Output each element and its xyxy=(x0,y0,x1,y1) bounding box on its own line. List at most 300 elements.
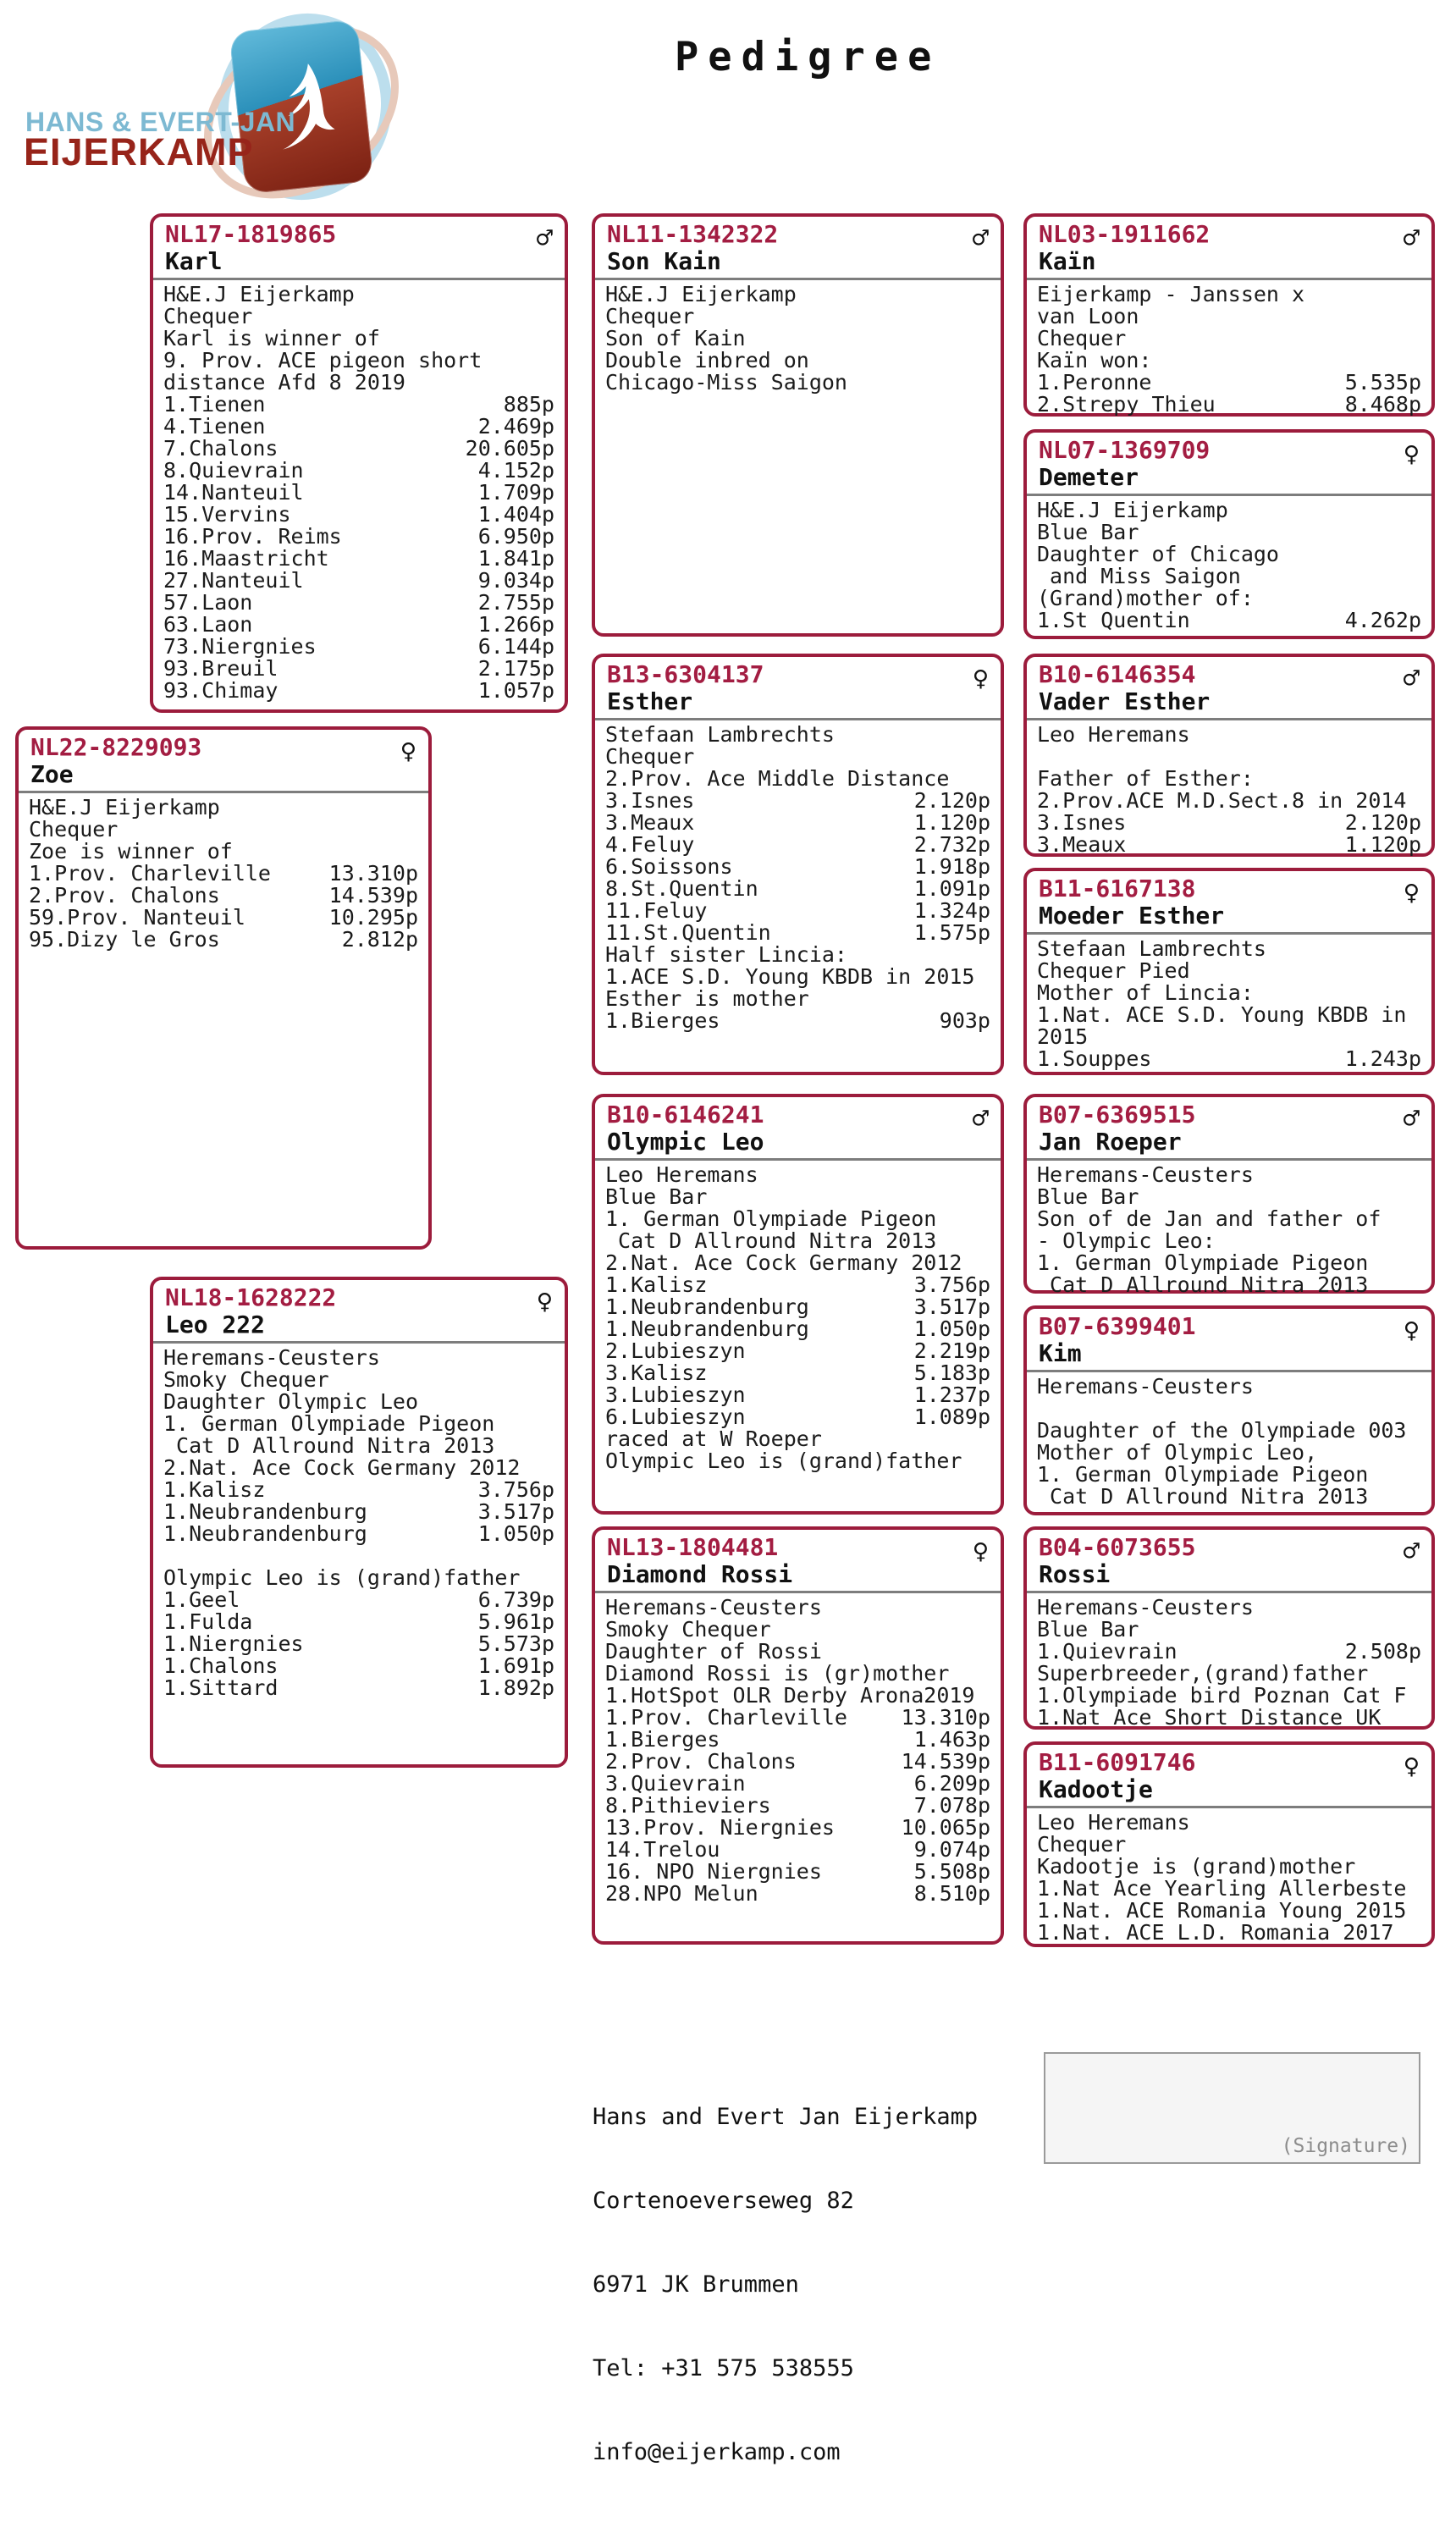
race-name: 28.NPO Melun xyxy=(605,1881,758,1906)
pedigree-box-kain xyxy=(1023,213,1435,417)
info-line: Mother of Lincia: xyxy=(1037,980,1254,1005)
male-icon: ♂ xyxy=(1403,1102,1420,1134)
pedigree-box-diamond-rossi xyxy=(592,1526,1004,1945)
race-points: 1.575p xyxy=(913,920,990,945)
pedigree-box-demeter xyxy=(1023,429,1435,639)
race-points: 20.605p xyxy=(465,436,554,461)
pigeon-name: Esther xyxy=(607,687,693,715)
race-name: 1.St Quentin xyxy=(1037,608,1190,632)
race-row xyxy=(29,863,418,885)
box-header xyxy=(1027,871,1431,932)
male-icon: ♂ xyxy=(972,1102,989,1134)
info-line: Superbreeder,(grand)father xyxy=(1037,1661,1369,1686)
race-name: 2.Prov. Chalons xyxy=(29,883,220,908)
race-name: 11.St.Quentin xyxy=(605,920,771,945)
race-points: 6.950p xyxy=(477,524,554,549)
female-icon: ♀ xyxy=(1403,876,1420,908)
pigeon-name: Leo 222 xyxy=(165,1311,266,1338)
ring-number: B07-6369515 xyxy=(1039,1101,1196,1129)
race-row xyxy=(605,1707,990,1729)
info-line: Kadootje is (grand)mother xyxy=(1037,1854,1356,1879)
pedigree-box-rossi xyxy=(1023,1526,1435,1730)
race-row xyxy=(163,504,554,526)
info-line: 1.Nat. ACE L.D. Romania 2017 xyxy=(1037,1920,1394,1945)
race-row xyxy=(1037,1048,1421,1070)
pedigree-box-moeder-esther xyxy=(1023,868,1435,1075)
race-points: 2.120p xyxy=(1344,810,1421,835)
race-points: 885p xyxy=(503,392,554,417)
race-name: 93.Chimay xyxy=(163,678,279,703)
race-name: 1.Neubrandenburg xyxy=(163,1521,367,1546)
pedigree-box-jan-roeper xyxy=(1023,1094,1435,1297)
race-points: 3.756p xyxy=(913,1272,990,1297)
box-body xyxy=(1027,720,1431,859)
race-name: 8.St.Quentin xyxy=(605,876,758,901)
race-name: 1.Neubrandenburg xyxy=(605,1316,809,1341)
race-name: 1.Niergnies xyxy=(163,1631,304,1656)
race-points: 10.295p xyxy=(328,905,418,930)
pigeon-name: Olympic Leo xyxy=(607,1128,764,1156)
race-points: 1.050p xyxy=(913,1316,990,1341)
race-name: 7.Chalons xyxy=(163,436,279,461)
ring-number: B13-6304137 xyxy=(607,660,764,688)
race-name: 1.Souppes xyxy=(1037,1046,1152,1071)
race-row xyxy=(605,1883,990,1905)
info-line: Chequer xyxy=(605,744,695,769)
race-points: 1.463p xyxy=(913,1727,990,1752)
info-line: 1. German Olympiade Pigeon xyxy=(1037,1462,1369,1487)
race-row xyxy=(605,922,990,944)
pedigree-box-leo-222 xyxy=(150,1277,568,1768)
info-line: Heremans-Ceusters xyxy=(1037,1162,1254,1187)
race-name: 3.Kalisz xyxy=(605,1360,708,1385)
race-row xyxy=(605,1795,990,1817)
box-body xyxy=(1027,1161,1431,1300)
pigeon-name: Moeder Esther xyxy=(1039,902,1225,930)
race-row xyxy=(605,1274,990,1296)
contact-line: 6971 JK Brummen xyxy=(593,2271,799,2298)
info-line: Blue Bar xyxy=(1037,1184,1139,1209)
race-points: 1.243p xyxy=(1344,1046,1421,1071)
info-line: 1. German Olympiade Pigeon xyxy=(1037,1250,1369,1275)
race-name: 3.Lubieszyn xyxy=(605,1382,746,1407)
race-points: 5.183p xyxy=(913,1360,990,1385)
box-header xyxy=(1027,657,1431,718)
race-name: 13.Prov. Niergnies xyxy=(605,1815,835,1840)
race-points: 9.034p xyxy=(477,568,554,593)
race-row xyxy=(163,1655,554,1677)
race-points: 5.961p xyxy=(477,1609,554,1634)
race-row xyxy=(605,856,990,878)
female-icon: ♀ xyxy=(972,662,989,694)
info-line: Chequer xyxy=(1037,1832,1127,1857)
info-line: Mother of Olympic Leo, xyxy=(1037,1440,1318,1465)
info-line: Leo Heremans xyxy=(1037,722,1190,747)
race-name: 1.Bierges xyxy=(605,1727,720,1752)
info-line: van Loon xyxy=(1037,304,1139,328)
race-row xyxy=(605,834,990,856)
box-header xyxy=(1027,433,1431,494)
race-row xyxy=(163,570,554,592)
info-line: Olympic Leo is (grand)father xyxy=(605,1449,962,1473)
race-row xyxy=(605,1406,990,1428)
race-points: 7.078p xyxy=(913,1793,990,1818)
race-name: 1.Sittard xyxy=(163,1675,279,1700)
race-name: 59.Prov. Nanteuil xyxy=(29,905,245,930)
box-header xyxy=(1027,1097,1431,1158)
race-name: 1.Quievrain xyxy=(1037,1639,1177,1664)
race-name: 1.Peronne xyxy=(1037,370,1152,395)
pigeon-name: Kadootje xyxy=(1039,1775,1153,1803)
info-line: 1. German Olympiade Pigeon xyxy=(605,1206,937,1231)
box-body xyxy=(1027,496,1431,635)
race-row xyxy=(163,1677,554,1699)
eijerkamp-logo xyxy=(7,7,413,210)
ring-number: B10-6146241 xyxy=(607,1101,764,1129)
ring-number: B11-6091746 xyxy=(1039,1748,1196,1776)
race-points: 1.892p xyxy=(477,1675,554,1700)
race-points: 1.324p xyxy=(913,898,990,923)
info-line: Leo Heremans xyxy=(1037,1810,1190,1835)
race-name: 11.Feluy xyxy=(605,898,708,923)
info-line: Blue Bar xyxy=(1037,520,1139,544)
race-row xyxy=(163,1633,554,1655)
race-row xyxy=(163,680,554,702)
info-line: Eijerkamp - Janssen x xyxy=(1037,282,1305,306)
race-name: 73.Niergnies xyxy=(163,634,317,659)
race-row xyxy=(605,1384,990,1406)
race-row xyxy=(29,885,418,907)
race-name: 2.Prov. Chalons xyxy=(605,1749,797,1774)
race-points: 9.074p xyxy=(913,1837,990,1862)
race-points: 1.091p xyxy=(913,876,990,901)
race-name: 16. NPO Niergnies xyxy=(605,1859,822,1884)
info-line: - Olympic Leo: xyxy=(1037,1228,1216,1253)
info-line: Esther is mother xyxy=(605,986,809,1011)
pedigree-box-vader-esther xyxy=(1023,654,1435,857)
info-line: Daughter of Rossi xyxy=(605,1639,822,1664)
race-name: 8.Quievrain xyxy=(163,458,304,483)
box-header xyxy=(595,217,1001,278)
male-icon: ♂ xyxy=(1403,662,1420,694)
race-name: 3.Meaux xyxy=(1037,832,1127,857)
race-row xyxy=(163,416,554,438)
info-line: Chicago-Miss Saigon xyxy=(605,370,847,395)
info-line: Karl is winner of xyxy=(163,326,380,350)
info-line: Leo Heremans xyxy=(605,1162,758,1187)
race-row xyxy=(29,907,418,929)
race-points: 1.120p xyxy=(913,810,990,835)
race-points: 2.219p xyxy=(913,1338,990,1363)
race-row xyxy=(163,1523,554,1545)
race-name: 1.Kalisz xyxy=(605,1272,708,1297)
race-row xyxy=(163,1479,554,1501)
info-line: Kaïn won: xyxy=(1037,348,1152,373)
box-body xyxy=(1027,1808,1431,1947)
info-line: Cat D Allround Nitra 2013 xyxy=(1037,1272,1369,1297)
pigeon-name: Son Kain xyxy=(607,247,721,275)
female-icon: ♀ xyxy=(1403,1750,1420,1782)
race-name: 6.Lubieszyn xyxy=(605,1404,746,1429)
race-name: 57.Laon xyxy=(163,590,253,615)
pedigree-box-zoe xyxy=(15,726,432,1250)
pigeon-name: Kim xyxy=(1039,1339,1082,1367)
race-name: 6.Soissons xyxy=(605,854,733,879)
race-name: 1.Geel xyxy=(163,1587,240,1612)
race-row xyxy=(605,1296,990,1318)
race-row xyxy=(605,790,990,812)
race-row xyxy=(1037,372,1421,394)
pigeon-name: Karl xyxy=(165,247,223,275)
info-line: 2.Nat. Ace Cock Germany 2012 xyxy=(163,1455,521,1480)
race-name: 16.Prov. Reims xyxy=(163,524,342,549)
race-row xyxy=(163,1611,554,1633)
contact-line: Hans and Evert Jan Eijerkamp xyxy=(593,2104,979,2130)
male-icon: ♂ xyxy=(536,222,553,254)
info-line: Stefaan Lambrechts xyxy=(1037,936,1266,961)
info-line: 1.Nat. ACE Romania Young 2015 xyxy=(1037,1898,1407,1923)
ring-number: B07-6399401 xyxy=(1039,1312,1196,1340)
race-row xyxy=(163,592,554,614)
info-line: Half sister Lincia: xyxy=(605,942,847,967)
logo-text-hans-evert-jan: HANS & EVERT-JAN xyxy=(25,107,296,137)
race-points: 3.756p xyxy=(477,1477,554,1502)
info-line: Blue Bar xyxy=(1037,1617,1139,1642)
ring-number: NL11-1342322 xyxy=(607,220,779,248)
pigeon-name: Diamond Rossi xyxy=(607,1560,793,1588)
race-points: 1.237p xyxy=(913,1382,990,1407)
race-row xyxy=(163,526,554,548)
race-name: 1.Chalons xyxy=(163,1653,279,1678)
pigeon-name: Rossi xyxy=(1039,1560,1111,1588)
page-title: Pedigree xyxy=(675,34,941,80)
race-name: 2.Lubieszyn xyxy=(605,1338,746,1363)
race-points: 10.065p xyxy=(901,1815,990,1840)
race-points: 1.089p xyxy=(913,1404,990,1429)
pedigree-box-esther xyxy=(592,654,1004,1075)
race-points: 5.573p xyxy=(477,1631,554,1656)
race-name: 3.Quievrain xyxy=(605,1771,746,1796)
race-points: 3.517p xyxy=(913,1294,990,1319)
info-line: 1.Olympiade bird Poznan Cat F xyxy=(1037,1683,1407,1708)
race-points: 1.120p xyxy=(1344,832,1421,857)
box-header xyxy=(153,1280,565,1341)
race-points: 1.404p xyxy=(477,502,554,527)
pedigree-box-son-kain xyxy=(592,213,1004,637)
signature-box xyxy=(1044,2052,1420,2164)
race-name: 1.Prov. Charleville xyxy=(605,1705,847,1730)
race-row xyxy=(605,1861,990,1883)
race-name: 1.Prov. Charleville xyxy=(29,861,271,886)
race-points: 6.144p xyxy=(477,634,554,659)
race-points: 903p xyxy=(939,1008,990,1033)
pigeon-name: Vader Esther xyxy=(1039,687,1211,715)
race-row xyxy=(1037,1641,1421,1663)
info-line: Heremans-Ceusters xyxy=(1037,1595,1254,1620)
contact-info xyxy=(593,2047,978,2522)
race-points: 6.739p xyxy=(477,1587,554,1612)
info-line: 1.Nat. ACE S.D. Young KBDB in xyxy=(1037,1002,1407,1027)
race-name: 93.Breuil xyxy=(163,656,279,681)
info-line: Chequer xyxy=(163,304,253,328)
race-name: 15.Vervins xyxy=(163,502,291,527)
race-name: 1.Bierges xyxy=(605,1008,720,1033)
pigeon-name: Jan Roeper xyxy=(1039,1128,1182,1156)
race-row xyxy=(605,900,990,922)
box-header xyxy=(595,1530,1001,1591)
male-icon: ♂ xyxy=(1403,222,1420,254)
info-line: H&E.J Eijerkamp xyxy=(1037,498,1228,522)
race-points: 14.539p xyxy=(328,883,418,908)
info-line: Chequer xyxy=(605,304,695,328)
race-name: 3.Isnes xyxy=(1037,810,1127,835)
info-line: Smoky Chequer xyxy=(605,1617,771,1642)
race-points: 8.468p xyxy=(1344,392,1421,417)
info-line: 1.Nat Ace Short Distance UK xyxy=(1037,1705,1382,1730)
pigeon-name: Demeter xyxy=(1039,463,1139,491)
race-row xyxy=(163,658,554,680)
race-points: 2.469p xyxy=(477,414,554,439)
race-points: 8.510p xyxy=(913,1881,990,1906)
ring-number: NL22-8229093 xyxy=(30,733,202,761)
race-row xyxy=(163,482,554,504)
box-header xyxy=(1027,217,1431,278)
ring-number: B10-6146354 xyxy=(1039,660,1196,688)
race-row xyxy=(605,1729,990,1751)
box-body xyxy=(595,280,1001,397)
info-line: Cat D Allround Nitra 2013 xyxy=(163,1433,495,1458)
info-line: H&E.J Eijerkamp xyxy=(163,282,355,306)
info-line: and Miss Saigon xyxy=(1037,564,1241,588)
race-row xyxy=(1037,394,1421,416)
info-line: Father of Esther: xyxy=(1037,766,1254,791)
race-points: 1.691p xyxy=(477,1653,554,1678)
race-name: 1.Neubrandenburg xyxy=(605,1294,809,1319)
info-line: 2.Prov.ACE M.D.Sect.8 in 2014 xyxy=(1037,788,1407,813)
female-icon: ♀ xyxy=(1403,1314,1420,1346)
info-line: raced at W Roeper xyxy=(605,1427,822,1451)
race-row xyxy=(163,394,554,416)
info-line: Cat D Allround Nitra 2013 xyxy=(605,1228,937,1253)
race-row xyxy=(163,460,554,482)
info-line: Son of de Jan and father of xyxy=(1037,1206,1382,1231)
ring-number: NL07-1369709 xyxy=(1039,436,1211,464)
race-row xyxy=(163,1501,554,1523)
info-line xyxy=(1037,1398,1421,1420)
race-name: 1.Neubrandenburg xyxy=(163,1499,367,1524)
race-points: 2.120p xyxy=(913,788,990,813)
contact-line: Cortenoeverseweg 82 xyxy=(593,2188,854,2214)
info-line: (Grand)mother of: xyxy=(1037,586,1254,610)
race-points: 1.266p xyxy=(477,612,554,637)
info-line: distance Afd 8 2019 xyxy=(163,370,405,395)
info-line: 2015 xyxy=(1037,1024,1089,1049)
info-line: Chequer xyxy=(29,817,119,842)
info-line: Daughter of Chicago xyxy=(1037,542,1279,566)
race-name: 1.Kalisz xyxy=(163,1477,266,1502)
pedigree-box-karl xyxy=(150,213,568,713)
info-line: 2.Nat. Ace Cock Germany 2012 xyxy=(605,1250,962,1275)
race-row xyxy=(163,438,554,460)
race-points: 4.262p xyxy=(1344,608,1421,632)
race-name: 8.Pithieviers xyxy=(605,1793,771,1818)
race-row xyxy=(605,1817,990,1839)
info-line: 1.Nat Ace Yearling Allerbeste xyxy=(1037,1876,1407,1901)
info-line: Zoe is winner of xyxy=(29,839,233,864)
info-line: 9. Prov. ACE pigeon short xyxy=(163,348,483,373)
race-name: 3.Meaux xyxy=(605,810,695,835)
info-line: Smoky Chequer xyxy=(163,1367,329,1392)
pigeon-name: Zoe xyxy=(30,760,74,788)
info-line: Heremans-Ceusters xyxy=(605,1595,822,1620)
info-line: Daughter of the Olympiade 003 xyxy=(1037,1418,1407,1443)
info-line: Stefaan Lambrechts xyxy=(605,722,835,747)
race-points: 5.535p xyxy=(1344,370,1421,395)
female-icon: ♀ xyxy=(536,1285,553,1317)
race-name: 3.Isnes xyxy=(605,788,695,813)
race-name: 16.Maastricht xyxy=(163,546,329,571)
race-points: 2.508p xyxy=(1344,1639,1421,1664)
box-body xyxy=(153,1344,565,1702)
race-row xyxy=(605,1318,990,1340)
box-body xyxy=(595,1161,1001,1476)
box-header xyxy=(595,657,1001,718)
info-line: H&E.J Eijerkamp xyxy=(605,282,797,306)
info-line: H&E.J Eijerkamp xyxy=(29,795,220,820)
female-icon: ♀ xyxy=(1403,438,1420,470)
box-header xyxy=(1027,1309,1431,1370)
info-line: 1.ACE S.D. Young KBDB in 2015 xyxy=(605,964,975,989)
race-row xyxy=(163,548,554,570)
race-name: 14.Trelou xyxy=(605,1837,720,1862)
male-icon: ♂ xyxy=(1403,1535,1420,1567)
race-name: 14.Nanteuil xyxy=(163,480,304,505)
race-row xyxy=(605,1839,990,1861)
ring-number: B04-6073655 xyxy=(1039,1533,1196,1561)
pedigree-box-kadootje xyxy=(1023,1741,1435,1947)
box-body xyxy=(19,793,428,954)
race-row xyxy=(1037,812,1421,834)
info-line: Daughter Olympic Leo xyxy=(163,1389,419,1414)
info-line: Cat D Allround Nitra 2013 xyxy=(1037,1484,1369,1509)
info-line: Double inbred on xyxy=(605,348,809,373)
race-points: 1.050p xyxy=(477,1521,554,1546)
box-body xyxy=(595,1593,1001,1908)
pedigree-box-olympic-leo xyxy=(592,1094,1004,1515)
info-line: Blue Bar xyxy=(605,1184,708,1209)
race-name: 4.Tienen xyxy=(163,414,266,439)
race-points: 1.841p xyxy=(477,546,554,571)
box-body xyxy=(595,720,1001,1035)
race-row xyxy=(605,1010,990,1032)
race-row xyxy=(605,878,990,900)
info-line: Heremans-Ceusters xyxy=(1037,1374,1254,1399)
race-points: 14.539p xyxy=(901,1749,990,1774)
pedigree-box-kim xyxy=(1023,1305,1435,1515)
female-icon: ♀ xyxy=(400,735,416,767)
ring-number: B11-6167138 xyxy=(1039,875,1196,902)
race-row xyxy=(605,1340,990,1362)
info-line: Chequer Pied xyxy=(1037,958,1190,983)
info-line xyxy=(163,1545,554,1567)
race-name: 4.Feluy xyxy=(605,832,695,857)
ring-number: NL13-1804481 xyxy=(607,1533,779,1561)
pigeon-name: Kaïn xyxy=(1039,247,1096,275)
race-name: 2.Strepy Thieu xyxy=(1037,392,1216,417)
box-header xyxy=(595,1097,1001,1158)
box-header xyxy=(1027,1530,1431,1591)
box-header xyxy=(1027,1745,1431,1806)
